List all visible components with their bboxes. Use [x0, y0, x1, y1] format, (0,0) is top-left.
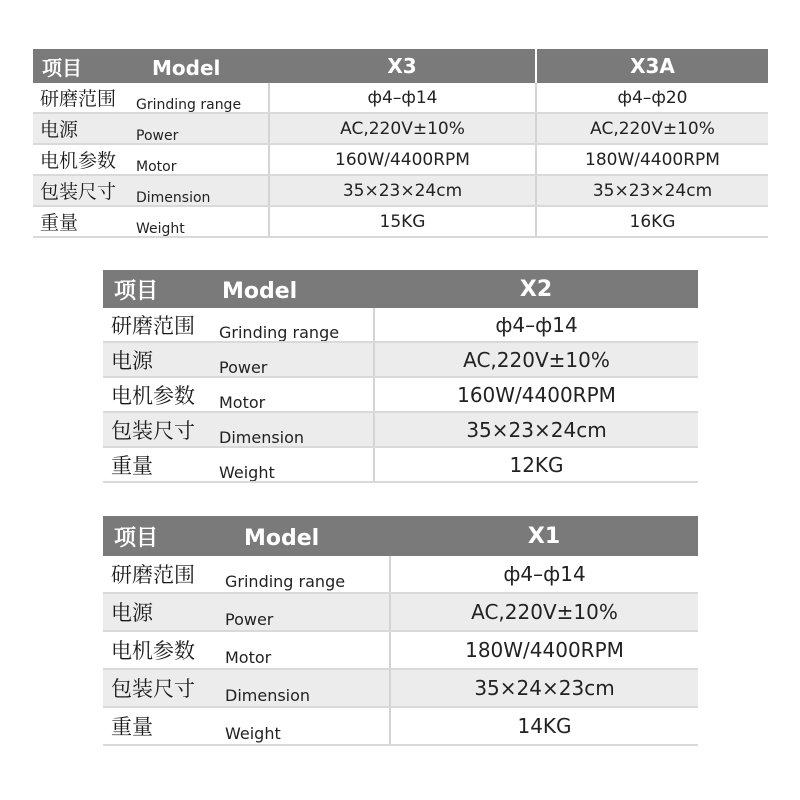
spec-value: ф4–ф14 [374, 308, 698, 342]
model-name: X1 [390, 516, 698, 556]
header-item-en: Model [152, 55, 221, 80]
row-label-en: Dimension [225, 686, 311, 705]
spec-value: 15KG [269, 206, 536, 237]
row-label [103, 593, 390, 631]
row-label-zh: 包装尺寸 [40, 181, 117, 203]
row-label-zh: 包装尺寸 [111, 677, 195, 701]
row-label-zh: 重量 [111, 453, 153, 478]
table-row [33, 113, 768, 144]
row-label-zh: 电源 [111, 348, 153, 373]
row-label-en: Motor [225, 648, 272, 667]
table-row [33, 83, 768, 113]
row-label [103, 308, 374, 342]
row-label [33, 206, 269, 237]
table-row [33, 175, 768, 206]
row-label-en: Weight [225, 724, 281, 743]
model-name: X3A [536, 49, 768, 83]
header-item-zh: 项目 [114, 525, 159, 551]
table-header [103, 516, 698, 556]
row-label-en: Grinding range [136, 97, 242, 113]
table-row [103, 377, 698, 412]
row-label [33, 113, 269, 144]
spec-table-x3-x3a [33, 49, 768, 238]
row-label [103, 707, 390, 745]
row-label [103, 342, 374, 377]
header-item-zh: 项目 [42, 55, 82, 80]
row-label [33, 175, 269, 206]
row-label-en: Power [136, 128, 179, 144]
spec-value: ф4–ф14 [269, 83, 536, 113]
spec-value: AC,220V±10% [390, 593, 698, 631]
table-row [103, 447, 698, 482]
row-label [103, 412, 374, 447]
row-label [33, 83, 269, 113]
table-row [103, 707, 698, 745]
header-label-cell [103, 270, 374, 308]
row-label-zh: 研磨范围 [111, 563, 195, 587]
spec-value: ф4–ф14 [390, 556, 698, 593]
row-label-en: Weight [219, 462, 275, 482]
spec-value: 35×23×24cm [374, 412, 698, 447]
spec-value: 160W/4400RPM [374, 377, 698, 412]
row-label-zh: 电源 [40, 119, 79, 141]
row-label [103, 556, 390, 593]
spec-table-x2 [103, 270, 698, 483]
spec-value: AC,220V±10% [374, 342, 698, 377]
spec-table-x1 [103, 516, 698, 746]
row-label-zh: 电机参数 [111, 383, 195, 408]
row-label-zh: 重量 [40, 212, 79, 234]
row-label [33, 144, 269, 175]
row-label [103, 631, 390, 669]
row-label-zh: 电源 [111, 601, 153, 625]
header-item-en: Model [222, 278, 298, 304]
table-row [103, 308, 698, 342]
header-item-en: Model [244, 525, 320, 551]
header-label-cell [103, 516, 390, 556]
spec-value: 35×23×24cm [536, 175, 768, 206]
table-row [103, 593, 698, 631]
row-label-en: Weight [136, 221, 185, 237]
row-label [103, 377, 374, 412]
table-row [103, 669, 698, 707]
model-name: X3 [269, 49, 536, 83]
spec-value: 35×24×23cm [390, 669, 698, 707]
table-row [33, 206, 768, 237]
row-label-en: Grinding range [219, 322, 340, 342]
model-name: X2 [374, 270, 698, 308]
table-row [103, 556, 698, 593]
table-header [103, 270, 698, 308]
row-label-zh: 重量 [111, 715, 153, 739]
row-label-en: Dimension [219, 427, 305, 447]
row-label-zh: 包装尺寸 [111, 418, 195, 443]
row-label-zh: 电机参数 [40, 150, 117, 172]
row-label-zh: 电机参数 [111, 639, 195, 663]
row-label-en: Motor [219, 392, 266, 412]
spec-value: 35×23×24cm [269, 175, 536, 206]
spec-value: ф4–ф20 [536, 83, 768, 113]
table-header [33, 49, 768, 83]
row-label-zh: 研磨范围 [111, 313, 195, 338]
row-label-zh: 研磨范围 [40, 88, 117, 110]
table-row [103, 342, 698, 377]
spec-value: 12KG [374, 447, 698, 482]
table-row [33, 144, 768, 175]
spec-value: 160W/4400RPM [269, 144, 536, 175]
spec-value: 16KG [536, 206, 768, 237]
header-item-zh: 项目 [114, 278, 159, 304]
table-row [103, 412, 698, 447]
spec-value: AC,220V±10% [536, 113, 768, 144]
row-label [103, 669, 390, 707]
row-label-en: Power [225, 610, 274, 629]
table-row [103, 631, 698, 669]
row-label [103, 447, 374, 482]
row-label-en: Dimension [136, 190, 211, 206]
spec-value: 180W/4400RPM [390, 631, 698, 669]
spec-value: AC,220V±10% [269, 113, 536, 144]
header-label-cell [33, 49, 269, 83]
row-label-en: Grinding range [225, 572, 346, 591]
spec-value: 180W/4400RPM [536, 144, 768, 175]
row-label-en: Power [219, 357, 268, 377]
spec-value: 14KG [390, 707, 698, 745]
row-label-en: Motor [136, 159, 177, 175]
